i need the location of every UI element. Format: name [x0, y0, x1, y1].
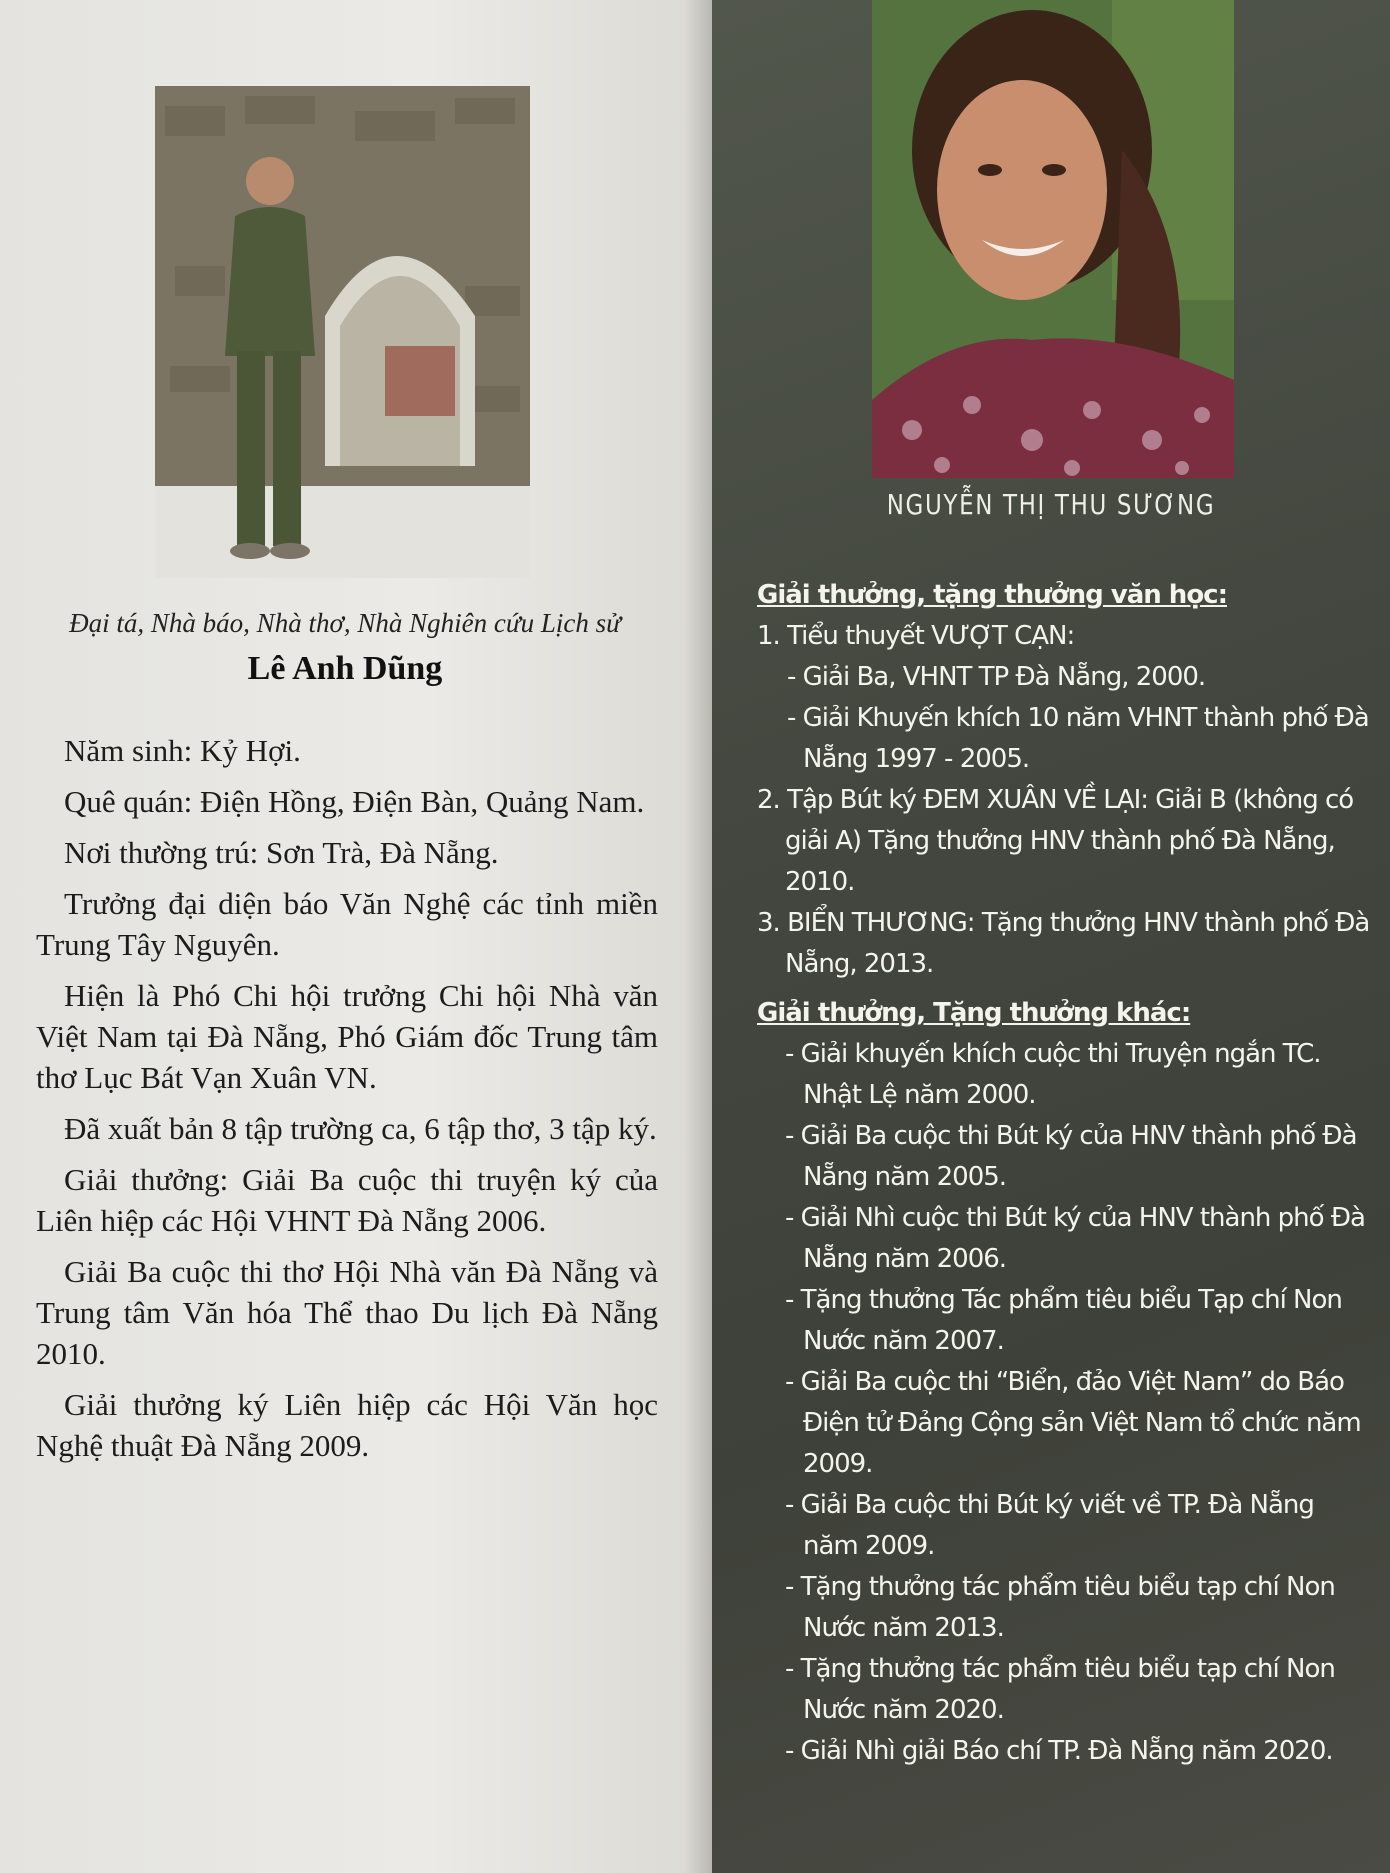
awards-list — [757, 575, 1372, 1772]
award-item: - Tặng thưởng tác phẩm tiêu biểu tạp chí Non Nước năm 2013. — [785, 1572, 1335, 1643]
award-item: 1. Tiểu thuyết VƯỢT CẠN: — [757, 621, 1075, 651]
bio-paragraph: Trưởng đại diện báo Văn Nghệ các tỉnh miền Trung Tây Nguyên. — [36, 886, 658, 962]
bio-paragraph: Đã xuất bản 8 tập trường ca, 6 tập thơ, 3 tập ký. — [64, 1111, 657, 1146]
award-item: - Tặng thưởng tác phẩm tiêu biểu tạp chí Non Nước năm 2020. — [785, 1654, 1335, 1725]
bio-paragraph: Năm sinh: Kỷ Hợi. — [64, 733, 301, 768]
right-page — [712, 0, 1390, 1873]
woman-portrait-photo — [872, 0, 1234, 478]
author-name-right: NGUYỄN THỊ THU SƯƠNG — [886, 488, 1216, 521]
award-item: 2. Tập Bút ký ĐEM XUÂN VỀ LẠI: Giải B (không có giải A) Tặng thưởng HNV thành phố Đà Nẵng, 2010. — [757, 785, 1354, 897]
bio-paragraph: Giải Ba cuộc thi thơ Hội Nhà văn Đà Nẵng và Trung tâm Văn hóa Thể thao Du lịch Đà Nẵng 2010. — [36, 1254, 658, 1371]
soldier-at-gate-image — [155, 86, 530, 578]
award-item: - Giải khuyến khích cuộc thi Truyện ngắn TC. Nhật Lệ năm 2000. — [785, 1039, 1321, 1110]
bio-paragraph: Hiện là Phó Chi hội trưởng Chi hội Nhà văn Việt Nam tại Đà Nẵng, Phó Giám đốc Trung tâm thơ Lục Bát Vạn Xuân VN. — [36, 978, 658, 1095]
award-item: - Giải Nhì cuộc thi Bút ký của HNV thành phố Đà Nẵng năm 2006. — [785, 1203, 1365, 1274]
author-bio — [36, 730, 658, 1476]
award-item: - Giải Ba, VHNT TP Đà Nẵng, 2000. — [787, 662, 1206, 692]
bio-paragraph: Giải thưởng: Giải Ba cuộc thi truyện ký của Liên hiệp các Hội VHNT Đà Nẵng 2006. — [36, 1162, 658, 1238]
award-item: - Tặng thưởng Tác phẩm tiêu biểu Tạp chí Non Nước năm 2007. — [785, 1285, 1342, 1356]
literary-awards-title: Giải thưởng, tặng thưởng văn học: — [757, 580, 1227, 610]
author-title-caption: Đại tá, Nhà báo, Nhà thơ, Nhà Nghiên cứu Lịch sử — [69, 608, 621, 638]
award-item: - Giải Ba cuộc thi Bút ký viết về TP. Đà Nẵng năm 2009. — [785, 1490, 1314, 1561]
other-awards-title: Giải thưởng, Tặng thưởng khác: — [757, 998, 1191, 1028]
author-name: Lê Anh Dũng — [247, 650, 443, 687]
award-item: - Giải Nhì giải Báo chí TP. Đà Nẵng năm 2020. — [785, 1736, 1333, 1766]
bio-paragraph: Giải thưởng ký Liên hiệp các Hội Văn học Nghệ thuật Đà Nẵng 2009. — [36, 1387, 658, 1463]
soldier-portrait-photo — [155, 86, 530, 578]
award-item: - Giải Ba cuộc thi Bút ký của HNV thành phố Đà Nẵng năm 2005. — [785, 1121, 1357, 1192]
award-item: - Giải Ba cuộc thi “Biển, đảo Việt Nam” do Báo Điện tử Đảng Cộng sản Việt Nam tổ chức năm 2009. — [785, 1367, 1361, 1479]
woman-portrait-image — [872, 0, 1234, 478]
award-item: 3. BIỂN THƯƠNG: Tặng thưởng HNV thành phố Đà Nẵng, 2013. — [757, 908, 1370, 979]
bio-paragraph: Quê quán: Điện Hồng, Điện Bàn, Quảng Nam. — [64, 784, 645, 819]
award-item: - Giải Khuyến khích 10 năm VHNT thành phố Đà Nẵng 1997 - 2005. — [787, 703, 1369, 774]
bio-paragraph: Nơi thường trú: Sơn Trà, Đà Nẵng. — [64, 835, 499, 870]
